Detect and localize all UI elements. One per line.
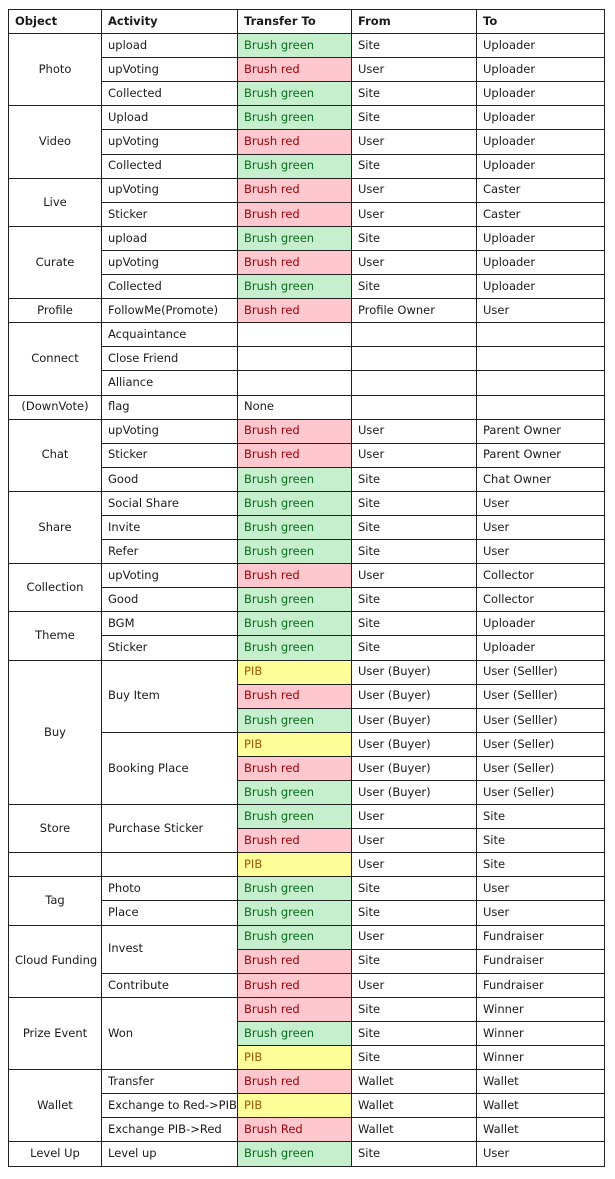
from-cell: User (Buyer) <box>352 660 477 684</box>
from-cell: User <box>352 805 477 829</box>
header-object: Object <box>9 10 102 34</box>
table-row <box>9 178 605 202</box>
to-cell: Winner <box>477 997 605 1021</box>
transfer-cell: Brush red <box>238 756 352 780</box>
transfer-cell: Brush red <box>238 250 352 274</box>
table-row <box>9 805 605 829</box>
activity-cell: Transfer <box>102 1070 238 1094</box>
activity-cell: Collected <box>102 154 238 178</box>
activity-cell: Sticker <box>102 636 238 660</box>
from-cell: User <box>352 925 477 949</box>
to-cell: User <box>477 1142 605 1166</box>
activity-cell: Exchange to Red->PIB <box>102 1094 238 1118</box>
from-cell: User (Buyer) <box>352 684 477 708</box>
transfer-cell: Brush green <box>238 491 352 515</box>
transfer-cell: Brush red <box>238 973 352 997</box>
to-cell: User (Selller) <box>477 684 605 708</box>
table-row <box>9 106 605 130</box>
object-cell: Chat <box>9 419 102 491</box>
from-cell: User (Buyer) <box>352 708 477 732</box>
to-cell: User <box>477 540 605 564</box>
to-cell: User (Seller) <box>477 732 605 756</box>
table-row <box>9 226 605 250</box>
transfer-cell: Brush red <box>238 829 352 853</box>
header-row <box>9 10 605 34</box>
to-cell: Collector <box>477 564 605 588</box>
to-cell: Wallet <box>477 1118 605 1142</box>
activity-cell: upVoting <box>102 178 238 202</box>
table-row <box>9 997 605 1021</box>
object-cell: Wallet <box>9 1070 102 1142</box>
transfer-cell: Brush red <box>238 564 352 588</box>
from-cell: Wallet <box>352 1070 477 1094</box>
from-cell: User <box>352 443 477 467</box>
object-cell: Prize Event <box>9 997 102 1069</box>
transfer-cell: Brush red <box>238 202 352 226</box>
to-cell: Uploader <box>477 636 605 660</box>
activity-cell: upload <box>102 34 238 58</box>
to-cell: Winner <box>477 1021 605 1045</box>
activity-cell: Invest <box>102 925 238 973</box>
table-row <box>9 660 605 684</box>
transfer-cell: Brush green <box>238 1142 352 1166</box>
transfer-cell: Brush green <box>238 805 352 829</box>
header-activity: Activity <box>102 10 238 34</box>
to-cell: Uploader <box>477 275 605 299</box>
transfer-cell: Brush red <box>238 419 352 443</box>
to-cell: Chat Owner <box>477 467 605 491</box>
to-cell: Collector <box>477 588 605 612</box>
object-cell: Buy <box>9 660 102 805</box>
transfer-cell: Brush green <box>238 226 352 250</box>
transfer-cell: PIB <box>238 1046 352 1070</box>
transfer-cell: Brush red <box>238 684 352 708</box>
table-row <box>9 491 605 515</box>
from-cell: Site <box>352 82 477 106</box>
from-cell: Site <box>352 1142 477 1166</box>
object-cell: Level Up <box>9 1142 102 1166</box>
from-cell: Site <box>352 949 477 973</box>
to-cell: Parent Owner <box>477 443 605 467</box>
transfer-cell: Brush green <box>238 82 352 106</box>
transfer-cell: Brush green <box>238 636 352 660</box>
activity-cell: Photo <box>102 877 238 901</box>
transfer-cell: Brush red <box>238 178 352 202</box>
to-cell: User (Selller) <box>477 708 605 732</box>
to-cell <box>477 395 605 419</box>
to-cell <box>477 323 605 347</box>
to-cell: Uploader <box>477 612 605 636</box>
from-cell: Site <box>352 588 477 612</box>
transfer-cell: Brush green <box>238 467 352 491</box>
to-cell: User (Selller) <box>477 660 605 684</box>
object-cell: Connect <box>9 323 102 395</box>
from-cell: Wallet <box>352 1094 477 1118</box>
from-cell: User <box>352 853 477 877</box>
object-cell: Store <box>9 805 102 853</box>
transfer-cell: Brush red <box>238 949 352 973</box>
table-row <box>9 853 605 877</box>
object-cell: Photo <box>9 34 102 106</box>
from-cell: Site <box>352 34 477 58</box>
activity-cell: Invite <box>102 515 238 539</box>
from-cell: User <box>352 178 477 202</box>
activity-cell: upVoting <box>102 564 238 588</box>
transfer-cell: Brush green <box>238 1021 352 1045</box>
transfer-cell: Brush red <box>238 443 352 467</box>
to-cell: Uploader <box>477 34 605 58</box>
to-cell: Uploader <box>477 130 605 154</box>
table-row <box>9 877 605 901</box>
activity-cell: Social Share <box>102 491 238 515</box>
table-row <box>9 395 605 419</box>
to-cell: Uploader <box>477 250 605 274</box>
transfer-cell: None <box>238 395 352 419</box>
from-cell <box>352 395 477 419</box>
to-cell: Uploader <box>477 154 605 178</box>
header-transfer-to: Transfer To <box>238 10 352 34</box>
object-cell: Cloud Funding <box>9 925 102 997</box>
activity-cell: Sticker <box>102 443 238 467</box>
object-cell: Video <box>9 106 102 178</box>
transfer-cell: PIB <box>238 732 352 756</box>
from-cell: Profile Owner <box>352 299 477 323</box>
table-row <box>9 419 605 443</box>
activity-cell: BGM <box>102 612 238 636</box>
transfer-cell: Brush red <box>238 58 352 82</box>
from-cell: User <box>352 564 477 588</box>
transfer-cell: Brush green <box>238 154 352 178</box>
to-cell: Parent Owner <box>477 419 605 443</box>
activity-cell: Purchase Sticker <box>102 805 238 853</box>
activity-cell: upVoting <box>102 130 238 154</box>
activity-cell: Collected <box>102 82 238 106</box>
to-cell <box>477 371 605 395</box>
transfer-cell <box>238 323 352 347</box>
transfer-cell: Brush green <box>238 275 352 299</box>
to-cell: Caster <box>477 178 605 202</box>
transfer-cell <box>238 347 352 371</box>
table-row <box>9 925 605 949</box>
activity-cell: Good <box>102 467 238 491</box>
table-row <box>9 612 605 636</box>
transfer-cell: Brush red <box>238 997 352 1021</box>
from-cell: Site <box>352 467 477 491</box>
to-cell: Uploader <box>477 82 605 106</box>
transfer-cell: Brush Red <box>238 1118 352 1142</box>
from-cell: Site <box>352 636 477 660</box>
table-row <box>9 1142 605 1166</box>
from-cell: User <box>352 250 477 274</box>
from-cell: User (Buyer) <box>352 732 477 756</box>
transfer-cell: Brush green <box>238 540 352 564</box>
from-cell: User (Buyer) <box>352 756 477 780</box>
object-cell: Profile <box>9 299 102 323</box>
from-cell: Site <box>352 540 477 564</box>
transfer-cell: Brush red <box>238 1070 352 1094</box>
to-cell: Caster <box>477 202 605 226</box>
from-cell: Site <box>352 226 477 250</box>
transfer-cell: Brush green <box>238 901 352 925</box>
activity-cell: Won <box>102 997 238 1069</box>
from-cell: Site <box>352 612 477 636</box>
from-cell: Site <box>352 997 477 1021</box>
transfer-cell: PIB <box>238 1094 352 1118</box>
to-cell: Site <box>477 805 605 829</box>
activity-cell: upload <box>102 226 238 250</box>
from-cell <box>352 323 477 347</box>
transfer-cell: Brush green <box>238 588 352 612</box>
to-cell: Uploader <box>477 106 605 130</box>
to-cell: Wallet <box>477 1070 605 1094</box>
activity-cell: upVoting <box>102 419 238 443</box>
activity-cell: Refer <box>102 540 238 564</box>
transfer-cell: Brush green <box>238 925 352 949</box>
from-cell: Site <box>352 515 477 539</box>
to-cell: Winner <box>477 1046 605 1070</box>
to-cell: User (Seller) <box>477 781 605 805</box>
to-cell: User <box>477 299 605 323</box>
transfer-cell: Brush green <box>238 612 352 636</box>
activity-cell: upVoting <box>102 250 238 274</box>
transfer-cell: Brush red <box>238 299 352 323</box>
transfer-table <box>8 9 605 1167</box>
from-cell: User <box>352 419 477 443</box>
transfer-cell: Brush red <box>238 130 352 154</box>
activity-cell: Acquaintance <box>102 323 238 347</box>
to-cell: Fundraiser <box>477 949 605 973</box>
table-body <box>9 34 605 1166</box>
from-cell: User <box>352 973 477 997</box>
to-cell: Site <box>477 829 605 853</box>
from-cell: User <box>352 130 477 154</box>
table-row <box>9 34 605 58</box>
activity-cell: Place <box>102 901 238 925</box>
from-cell <box>352 371 477 395</box>
from-cell: Site <box>352 275 477 299</box>
activity-cell: Good <box>102 588 238 612</box>
to-cell <box>477 347 605 371</box>
transfer-cell: Brush green <box>238 34 352 58</box>
from-cell: Site <box>352 154 477 178</box>
activity-cell: Upload <box>102 106 238 130</box>
to-cell: User <box>477 877 605 901</box>
transfer-cell: Brush green <box>238 877 352 901</box>
header-to: To <box>477 10 605 34</box>
from-cell <box>352 347 477 371</box>
object-cell: Curate <box>9 226 102 298</box>
transfer-cell: Brush green <box>238 515 352 539</box>
activity-cell: Booking Place <box>102 732 238 804</box>
from-cell: User (Buyer) <box>352 781 477 805</box>
activity-cell: upVoting <box>102 58 238 82</box>
object-cell: Theme <box>9 612 102 660</box>
from-cell: User <box>352 58 477 82</box>
to-cell: User (Seller) <box>477 756 605 780</box>
transfer-cell: Brush green <box>238 106 352 130</box>
table-row <box>9 1070 605 1094</box>
transfer-cell: PIB <box>238 660 352 684</box>
from-cell: Site <box>352 1021 477 1045</box>
page <box>8 9 605 1167</box>
activity-cell: Exchange PIB->Red <box>102 1118 238 1142</box>
from-cell: Site <box>352 1046 477 1070</box>
activity-cell: Contribute <box>102 973 238 997</box>
table-row <box>9 564 605 588</box>
header-from: From <box>352 10 477 34</box>
object-cell: Live <box>9 178 102 226</box>
object-cell <box>9 853 102 877</box>
object-cell: Share <box>9 491 102 563</box>
from-cell: Site <box>352 901 477 925</box>
to-cell: Fundraiser <box>477 973 605 997</box>
to-cell: User <box>477 901 605 925</box>
from-cell: User <box>352 202 477 226</box>
transfer-cell: PIB <box>238 853 352 877</box>
activity-cell: Alliance <box>102 371 238 395</box>
object-cell: Collection <box>9 564 102 612</box>
from-cell: Site <box>352 491 477 515</box>
to-cell: Wallet <box>477 1094 605 1118</box>
table-row <box>9 299 605 323</box>
to-cell: User <box>477 491 605 515</box>
activity-cell <box>102 853 238 877</box>
from-cell: Site <box>352 106 477 130</box>
activity-cell: Collected <box>102 275 238 299</box>
activity-cell: FollowMe(Promote) <box>102 299 238 323</box>
from-cell: Site <box>352 877 477 901</box>
object-cell: Tag <box>9 877 102 925</box>
transfer-cell: Brush green <box>238 781 352 805</box>
activity-cell: Level up <box>102 1142 238 1166</box>
to-cell: User <box>477 515 605 539</box>
activity-cell: flag <box>102 395 238 419</box>
transfer-cell: Brush green <box>238 708 352 732</box>
transfer-cell <box>238 371 352 395</box>
from-cell: User <box>352 829 477 853</box>
to-cell: Uploader <box>477 226 605 250</box>
to-cell: Site <box>477 853 605 877</box>
activity-cell: Buy Item <box>102 660 238 732</box>
activity-cell: Sticker <box>102 202 238 226</box>
to-cell: Fundraiser <box>477 925 605 949</box>
table-header <box>9 10 605 34</box>
activity-cell: Close Friend <box>102 347 238 371</box>
from-cell: Wallet <box>352 1118 477 1142</box>
to-cell: Uploader <box>477 58 605 82</box>
object-cell: (DownVote) <box>9 395 102 419</box>
table-row <box>9 323 605 347</box>
